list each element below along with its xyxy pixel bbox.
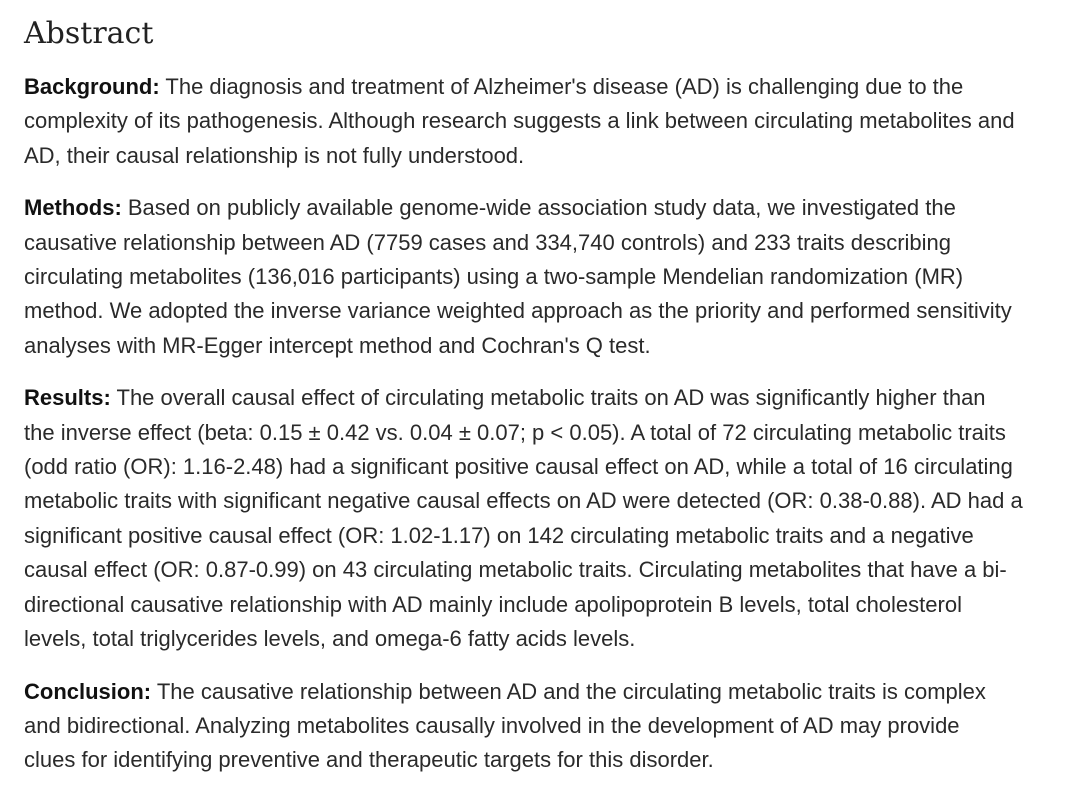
section-text: The diagnosis and treatment of Alzheimer's disease (AD) is challenging due to the: [159, 74, 964, 99]
text-line: the inverse effect (beta: 0.15 ± 0.42 vs. 0.04 ± 0.07; p < 0.05). A total of 72 circulating metabolic traits: [24, 419, 1006, 445]
text-line: clues for identifying preventive and therapeutic targets for this disorder.: [24, 747, 714, 773]
text-line: circulating metabolites (136,016 participants) using a two-sample Mendelian randomization (MR): [24, 264, 964, 290]
text-line: and bidirectional. Analyzing metabolites causally involved in the development of AD may provide: [24, 712, 960, 738]
section-results: [24, 381, 1064, 656]
section-background: [24, 70, 1064, 173]
text-line: method. We adopted the inverse variance weighted approach as the priority and performed sensitivity: [24, 298, 1012, 324]
section-text: The causative relationship between AD and the circulating metabolic traits is complex: [151, 678, 986, 704]
text-line: (odd ratio (OR): 1.16-2.48) had a significant positive causal effect on AD, while a total of 16 circulating: [24, 454, 1013, 480]
section-label: Conclusion:: [24, 678, 152, 704]
section-text: The overall causal effect of circulating metabolic traits on AD was significantly higher than: [110, 385, 986, 411]
text-line: AD, their causal relationship is not fully understood.: [24, 142, 525, 168]
section-methods: [24, 191, 1064, 363]
text-line: levels, total triglycerides levels, and omega-6 fatty acids levels.: [24, 626, 636, 652]
text-line: directional causative relationship with AD mainly include apolipoprotein B levels, total cholesterol: [24, 591, 962, 617]
text-line: causal effect (OR: 0.87-0.99) on 43 circulating metabolic traits. Circulating metabolites that have a bi-: [24, 557, 1007, 583]
section-label: Results:: [24, 385, 111, 411]
text-line: causative relationship between AD (7759 cases and 334,740 controls) and 233 traits describing: [24, 229, 952, 255]
text-line: [24, 675, 1064, 709]
text-line: [24, 381, 1064, 415]
section-label: Methods:: [24, 195, 122, 221]
text-line: [24, 191, 1064, 225]
section-text: Based on publicly available genome-wide association study data, we investigated the: [121, 195, 956, 221]
text-line: significant positive causal effect (OR: 1.02-1.17) on 142 circulating metabolic traits and a negative: [24, 522, 974, 548]
text-line: analyses with MR-Egger intercept method and Cochran's Q test.: [24, 332, 651, 358]
text-line: complexity of its pathogenesis. Although research suggests a link between circulating metabolites and: [24, 108, 1015, 134]
abstract-heading: Abstract: [24, 16, 154, 51]
abstract: [24, 0, 1064, 778]
section-conclusion: [24, 675, 1064, 778]
text-line: metabolic traits with significant negative causal effects on AD were detected (OR: 0.38-0.88). AD had a: [24, 488, 1023, 514]
section-label: Background:: [24, 74, 160, 99]
text-line: [24, 70, 1064, 104]
